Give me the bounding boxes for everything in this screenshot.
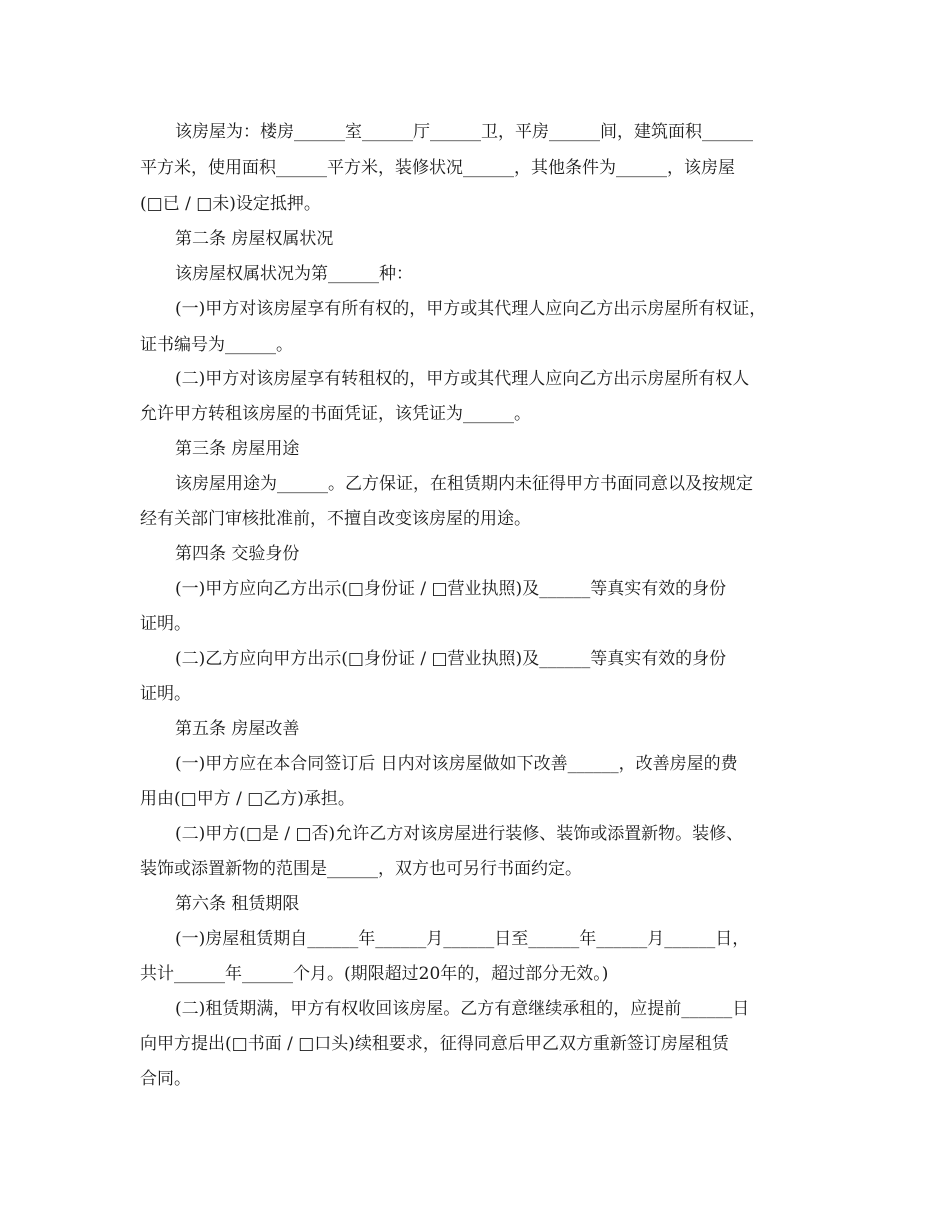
paragraph-line: 用由(□甲方 / □乙方)承担。 [140,789,355,809]
paragraph-line: 共计______年______个月。(期限超过20年的，超过部分无效。) [140,964,609,984]
section-heading-article-2: 第二条 房屋权属状况 [175,229,334,249]
paragraph-line: (二)甲方对该房屋享有转租权的，甲方或其代理人应向乙方出示房屋所有权人 [175,369,750,389]
paragraph-line: (□已 / □未)设定抵押。 [140,194,321,214]
paragraph-line: (二)租赁期满，甲方有权收回该房屋。乙方有意继续承租的，应提前______日 [175,999,750,1019]
paragraph-line: 该房屋权属状况为第______种： [175,264,413,284]
paragraph-line: 证明。 [140,684,191,704]
paragraph-line: 装饰或添置新物的范围是______，双方也可另行书面约定。 [140,859,582,879]
paragraph-line: (一)甲方对该房屋享有所有权的，甲方或其代理人应向乙方出示房屋所有权证， [175,299,767,319]
paragraph-line: 证明。 [140,614,191,634]
paragraph-line: 向甲方提出(□书面 / □口头)续租要求，征得同意后甲乙双方重新签订房屋租赁 [140,1034,729,1054]
paragraph-line: 该房屋为：楼房______室______厅______卫，平房______间，建筑面积______ [175,122,753,142]
paragraph-line: (一)甲方应在本合同签订后 日内对该房屋做如下改善______，改善房屋的费 [175,754,738,774]
paragraph-line: (二)甲方(□是 / □否)允许乙方对该房屋进行装修、装饰或添置新物。装修、 [175,824,744,844]
section-heading-article-5: 第五条 房屋改善 [175,719,300,739]
paragraph-line: (一)房屋租赁期自______年______月______日至______年______月______日， [175,929,750,949]
paragraph-line: 平方米，使用面积______平方米，装修状况______，其他条件为______，该房屋 [140,158,735,178]
paragraph-line: 经有关部门审核批准前，不擅自改变该房屋的用途。 [140,509,531,529]
paragraph-line: (二)乙方应向甲方出示(□身份证 / □营业执照)及______等真实有效的身份 [175,649,727,669]
section-heading-article-4: 第四条 交验身份 [175,544,300,564]
paragraph-line: 合同。 [140,1069,191,1089]
paragraph-line: 证书编号为______。 [140,335,293,355]
paragraph-line: 允许甲方转租该房屋的书面凭证，该凭证为______。 [140,404,531,424]
paragraph-line: 该房屋用途为______。乙方保证，在租赁期内未征得甲方书面同意以及按规定 [175,474,753,494]
paragraph-line: (一)甲方应向乙方出示(□身份证 / □营业执照)及______等真实有效的身份 [175,579,727,599]
section-heading-article-3: 第三条 房屋用途 [175,439,300,459]
section-heading-article-6: 第六条 租赁期限 [175,894,300,914]
